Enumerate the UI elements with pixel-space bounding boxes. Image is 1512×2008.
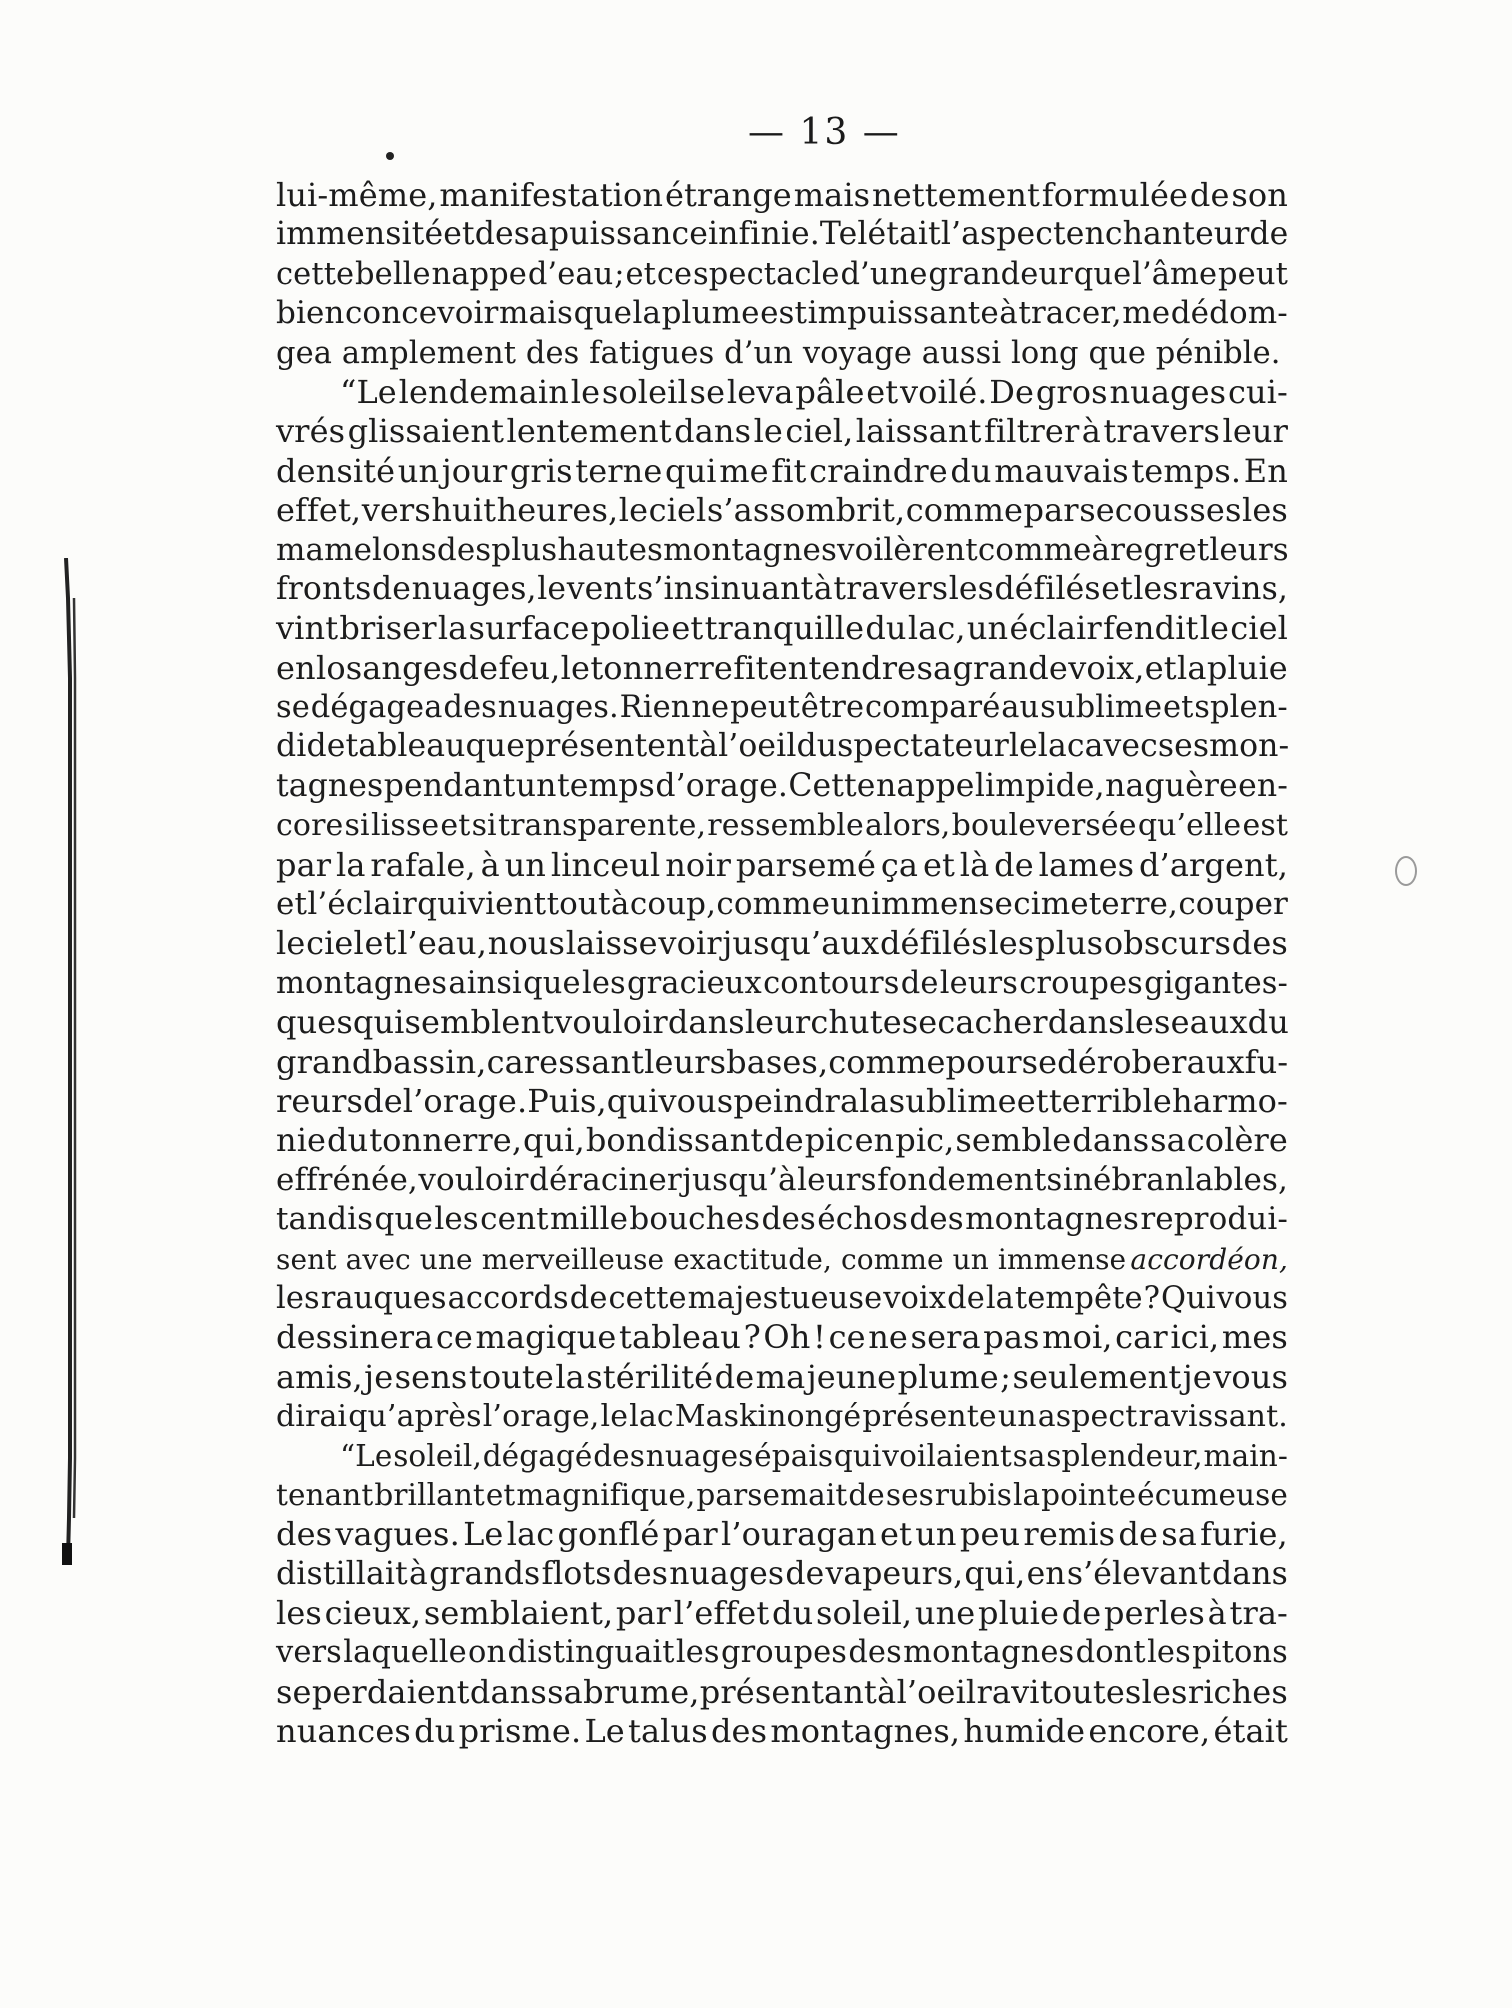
text-line: “Le lendemain le soleil se leva pâle et voilé. De gros nuages cui-: [340, 372, 1288, 411]
text-line: bien concevoir mais que la plume est impuissante à tracer, me dédom-: [276, 295, 1288, 332]
text-line: lui-même, manifestation étrange mais nettement formulée de son: [276, 176, 1288, 214]
text-line: fronts de nuages, le vent s’insinuant à travers les défilés et les ravins,: [276, 570, 1288, 607]
text-line-part: sent avec une merveilleuse exactitude, comme un immense: [276, 1242, 1127, 1276]
text-line: tenant brillant et magnifique, parsemait de ses rubis la pointe écumeuse: [276, 1477, 1288, 1512]
paper-speck: [1395, 856, 1417, 886]
text-line: reurs de l’orage. Puis, qui vous peindra la sublime et terrible harmo-: [276, 1081, 1288, 1120]
text-line: gea amplement des fatigues d’un voyage aussi long que pénible.: [276, 335, 1281, 371]
text-line: dessinera ce magique tableau ? Oh ! ce ne sera pas moi, car ici, mes: [276, 1318, 1288, 1357]
text-line: les cieux, semblaient, par l’effet du soleil, une pluie de perles à tra-: [276, 1594, 1288, 1633]
text-line: des vagues. Le lac gonflé par l’ouragan et un peu remis de sa furie,: [276, 1515, 1288, 1554]
text-line: distillait à grands flots des nuages de vapeurs, qui, en s’élevant dans: [276, 1555, 1288, 1592]
text-line: et l’éclair qui vient tout à coup, comme un immense cimeterre, couper: [276, 886, 1288, 923]
text-line-with-italic: [276, 1240, 1288, 1279]
text-line: immensité et de sa puissance infinie. Tel était l’aspect enchanteur de: [276, 216, 1289, 253]
text-line: effet, vers huit heures, le ciel s’assombrit, comme par secousses les: [276, 491, 1288, 530]
text-line: les rauques accords de cette majestueuse voix de la tempête ? Qui vous: [276, 1280, 1288, 1316]
text-line: vers laquelle on distinguait les groupes des montagnes dont les pitons: [276, 1635, 1288, 1671]
text-line: effrénée, vouloir déraciner jusqu’à leurs fondements inébranlables,: [276, 1161, 1288, 1198]
text-line: dide tableau que présentent à l’oeil du spectateur le lac avec ses mon-: [276, 728, 1290, 765]
text-line: se dégagea des nuages. Rien ne peut être comparé au sublime et splen-: [276, 690, 1288, 726]
text-line: ques qui semblent vouloir dans leur chute se cacher dans les eaux du: [276, 1003, 1289, 1042]
text-line: nie du tonnerre, qui, bondissant de pic en pic, semble dans sa colère: [276, 1121, 1288, 1160]
body-text: [276, 176, 1288, 1752]
text-line: tagnes pendant un temps d’orage. Cette nappe limpide, naguère en-: [276, 767, 1288, 804]
text-line: tandis que les cent mille bouches des échos des montagnes reprodui-: [276, 1201, 1288, 1238]
text-line: dirai qu’après l’orage, le lac Maskinongé présente un aspect ravissant.: [276, 1399, 1288, 1435]
text-line: mamelons des plus hautes montagnes voilèrent comme à regret leurs: [276, 531, 1289, 568]
text-line: nuances du prisme. Le talus des montagnes, humide encore, était: [276, 1712, 1288, 1751]
margin-bracket-mark: [60, 558, 84, 1568]
italic-word: accordéon,: [1130, 1242, 1288, 1276]
text-line: “Le soleil, dégagé des nuages épais qui voilaient sa splendeur, main-: [340, 1438, 1288, 1473]
text-line: core si lisse et si transparente, ressemble alors, bouleversée qu’elle est: [276, 808, 1288, 844]
text-line: amis, je sens toute la stérilité de ma jeune plume ; seulement je vous: [276, 1357, 1288, 1396]
page-number: — 13 —: [748, 112, 901, 153]
text-line: cette belle nappe d’eau ; et ce spectacle d’une grandeur que l’âme peut: [276, 256, 1288, 292]
text-line: vint briser la surface polie et tranquille du lac, un éclair fendit le ciel: [276, 609, 1288, 648]
text-line: se perdaient dans sa brume, présentant à l’oeil ravi toutes les riches: [276, 1672, 1288, 1711]
text-line: densité un jour gris terne qui me fit craindre du mauvais temps. En: [276, 451, 1288, 490]
text-line: vrés glissaient lentement dans le ciel, laissant filtrer à travers leur: [276, 412, 1288, 451]
text-line: par la rafale, à un linceul noir parsemé ça et là de lames d’argent,: [276, 845, 1288, 884]
text-line: montagnes ainsi que les gracieux contours de leurs croupes gigantes-: [276, 965, 1288, 1001]
text-line: le ciel et l’eau, nous laisse voir jusqu’aux défilés les plus obscurs des: [276, 924, 1288, 963]
margin-line-icon: [60, 558, 84, 1568]
ink-dot: [386, 152, 394, 160]
text-line: grand bassin, caressant leurs bases, comme pour se dérober aux fu-: [276, 1042, 1289, 1081]
text-line: en losanges de feu, le tonnerre fit entendre sa grande voix, et la pluie: [276, 648, 1288, 687]
